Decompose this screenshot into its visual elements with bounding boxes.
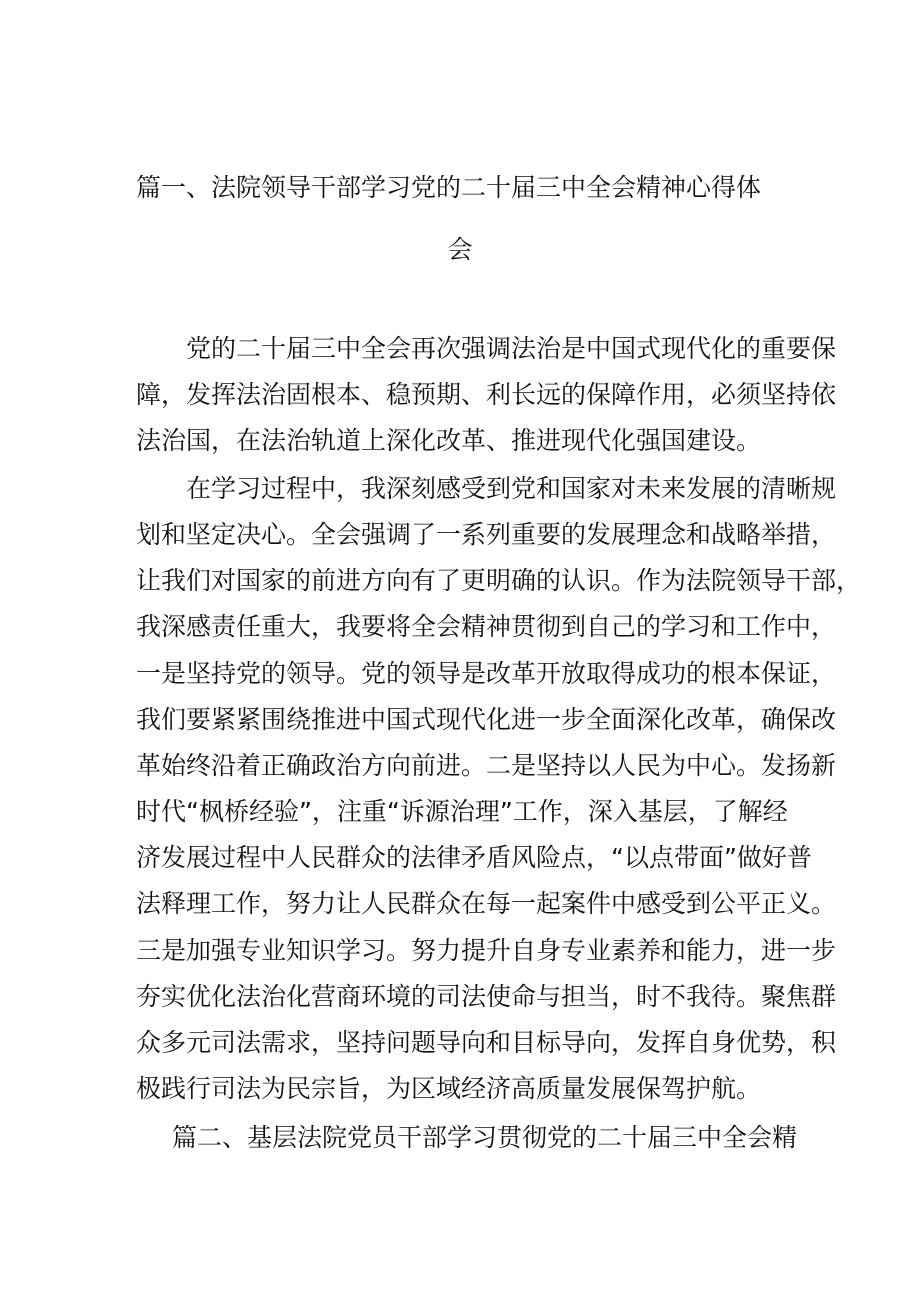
paragraph2-line6: 我们要紧紧围绕推进中国式现代化进一步全面深化改革，确保改	[136, 705, 837, 734]
paragraph2-line14: 极践行司法为民宗旨，为区域经济高质量发展保驾护航。	[136, 1074, 762, 1103]
paragraph2-line7: 革始终沿着正确政治方向前进。二是坚持以人民为中心。发扬新	[136, 751, 837, 780]
paragraph2-line5: 一是坚持党的领导。党的领导是改革开放取得成功的根本保证，	[136, 659, 837, 688]
paragraph2-line1: 在学习过程中，我深刻感受到党和国家对未来发展的清晰规	[186, 474, 837, 503]
paragraph2-line9: 济发展过程中人民群众的法律矛盾风险点，“以点带面”做好普	[136, 843, 812, 872]
paragraph2-line8: 时代“枫桥经验”，注重“诉源治理”工作，深入基层，了解经	[136, 797, 788, 826]
section1-title-line1: 篇一、法院领导干部学习党的二十届三中全会精神心得体	[136, 173, 762, 202]
paragraph1-line2: 障，发挥法治固根本、稳预期、利长远的保障作用，必须坚持依	[136, 380, 837, 409]
paragraph2-line4: 我深感责任重大，我要将全会精神贯彻到自己的学习和工作中，	[136, 612, 837, 641]
paragraph2-line13: 众多元司法需求，坚持问题导向和目标导向，发挥自身优势，积	[136, 1028, 837, 1057]
paragraph2-line2: 划和坚定决心。全会强调了一系列重要的发展理念和战略举措，	[136, 520, 837, 549]
paragraph2-line11: 三是加强专业知识学习。努力提升自身专业素养和能力，进一步	[136, 936, 837, 965]
paragraph2-line12: 夯实优化法治化营商环境的司法使命与担当，时不我待。聚焦群	[136, 982, 837, 1011]
paragraph1-line3: 法治国，在法治轨道上深化改革、推进现代化强国建设。	[136, 426, 762, 455]
paragraph2-line3: 让我们对国家的前进方向有了更明确的认识。作为法院领导干部，	[136, 566, 862, 595]
section1-title-line2: 会	[447, 235, 473, 264]
paragraph2-line10: 法释理工作，努力让人民群众在每一起案件中感受到公平正义。	[136, 889, 837, 918]
section2-title: 篇二、基层法院党员干部学习贯彻党的二十届三中全会精	[172, 1123, 798, 1152]
paragraph1-line1: 党的二十届三中全会再次强调法治是中国式现代化的重要保	[186, 334, 837, 363]
